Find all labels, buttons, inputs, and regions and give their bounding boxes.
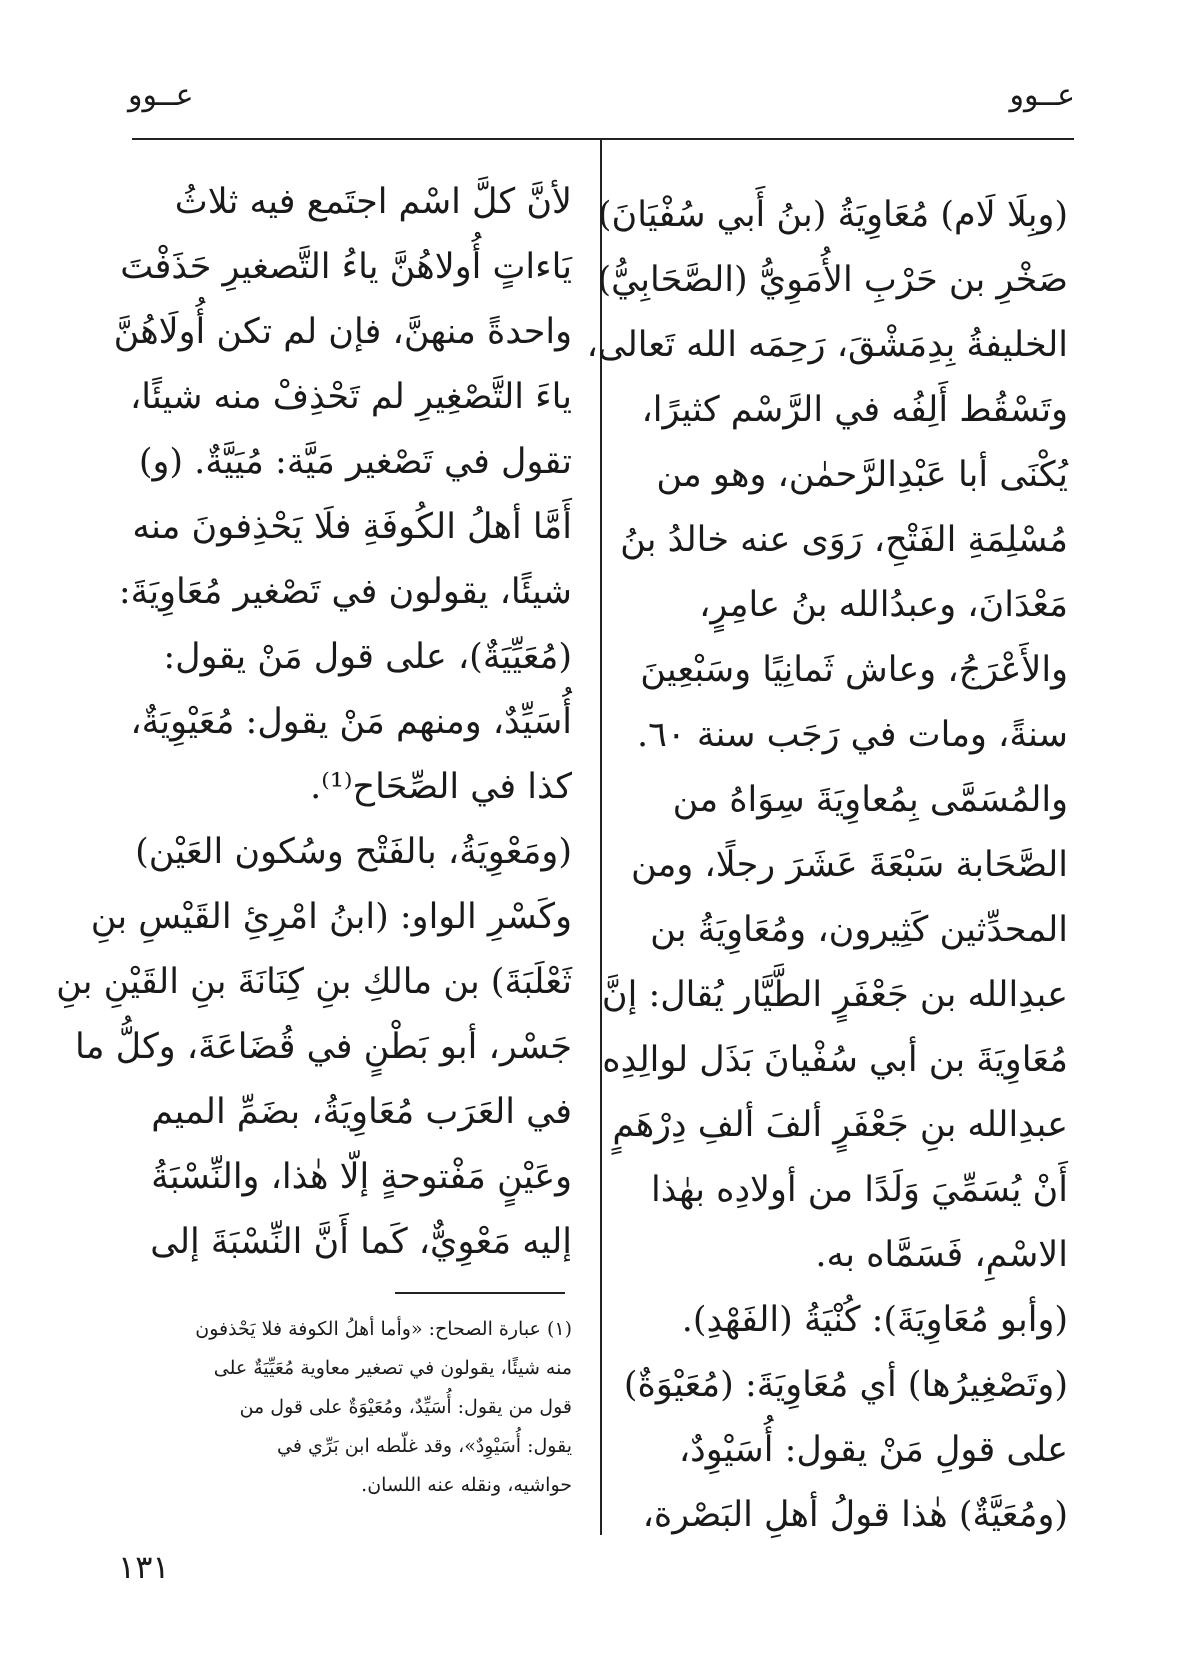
text-line: أَمَّا أهلُ الكُوفَةِ فلَا يَحْذِفونَ منه <box>132 507 572 547</box>
text-line: جَسْر، أبو بَطْنٍ في قُضَاعَةَ، وكلُّ ما <box>75 1027 572 1067</box>
text-line: والأَعْرَجُ، وعاش ثَمانِيًا وسَبْعِينَ <box>640 650 1068 690</box>
left-column <box>56 170 572 1275</box>
page-number: ١٣١ <box>118 1548 170 1586</box>
text-line: في العَرَب مُعَاوِيَةُ، بضَمِّ الميم <box>151 1092 572 1132</box>
text-line: ياءَ التَّصْغِيرِ لم تَحْذِفْ منه شيئًا، <box>130 377 572 417</box>
text-line: مَعْدَانَ، وعبدُالله بنُ عامِرٍ، <box>699 585 1068 625</box>
text-line: (وأبو مُعَاوِيَةَ): كُنْيَةُ (الفَهْدِ). <box>681 1300 1068 1340</box>
text-line: الصَّحَابة سَبْعَةَ عَشَرَ رجلًا، ومن <box>631 845 1068 885</box>
text-line: تقول في تَصْغير مَيَّة: مُيَيَّةٌ. (و) <box>138 442 572 482</box>
text-line: سنةً، ومات في رَجَب سنة ٦٠. <box>636 715 1068 755</box>
text-line: صَخْرِ بن حَرْبِ الأُمَوِيُّ (الصَّحَابِيُّ) <box>597 260 1068 300</box>
text-line: المحدِّثين كَثِيرون، ومُعَاوِيَةُ بن <box>650 910 1068 950</box>
text-line: مُسْلِمَةِ الفَتْحِ، رَوَى عنه خالدُ بنُ <box>620 520 1068 560</box>
footnote-line: منه شيئًا، يقولون في تصغير معاوية مُعَيِّيَةٌ على <box>213 1357 572 1379</box>
text-line: عبدِالله بن جَعْفَرٍ الطَّيَّار يُقال: إنَّ <box>601 975 1068 1015</box>
text-line: الاسْمِ، فَسَمَّاه به. <box>815 1235 1068 1275</box>
text-line: (وتَصْغِيرُها) أي مُعَاوِيَةَ: (مُعَيْوَةٌ) <box>623 1365 1068 1405</box>
text-line: أَنْ يُسَمِّيَ وَلَدًا من أولادِه بهٰذا <box>651 1170 1068 1210</box>
text-line: كذا في الصِّحَاح⁽¹⁾. <box>310 767 572 807</box>
footnote-rule <box>395 1292 565 1294</box>
right-column <box>586 183 1068 1548</box>
text-line: واحدةً منهنَّ، فإن لم تكن أُولَاهُنَّ <box>113 312 572 352</box>
text-line: (ومَعْوِيَةُ، بالفَتْح وسُكون العَيْن) <box>135 832 572 872</box>
text-line: (مُعَيِّيَةٌ)، على قول مَنْ يقول: <box>163 637 572 677</box>
text-line: عبدِالله بنِ جَعْفَرٍ ألفَ ألفِ دِرْهَمٍ <box>612 1105 1068 1145</box>
text-line: أُسَيِّدٌ، ومنهم مَنْ يقول: مُعَيْوِيَةٌ، <box>130 702 572 742</box>
running-header-right: عــوو <box>1009 78 1075 113</box>
header-rule <box>132 138 1074 140</box>
footnote-line: يقول: أُسَيْوِدٌ»، وقد غلّطه ابن بَرِّي في <box>277 1435 572 1457</box>
footnote-line: (١) عبارة الصحاح: «وأما أهلُ الكوفة فلا يَحْذفون <box>195 1318 572 1340</box>
text-line: وعَيْنٍ مَفْتوحةٍ إلّا هٰذا، والنِّسْبَةُ <box>151 1157 572 1197</box>
text-line: (وبِلَا لَام) مُعَاوِيَةُ (بنُ أَبي سُفْيَانَ) <box>597 195 1068 235</box>
text-line: مُعَاوِيَةَ بن أبي سُفْيانَ بَذَل لوالِدِه <box>602 1040 1068 1080</box>
text-line: وتَسْقُط أَلِفُه في الرَّسْم كثيرًا، <box>641 390 1068 430</box>
footnote <box>132 1310 572 1505</box>
text-line: إليه مَعْوِيٌّ، كَما أَنَّ النِّسْبَةَ إلى <box>150 1222 572 1262</box>
text-line: يُكْنَى أبا عَبْدِالرَّحمٰن، وهو من <box>656 455 1068 495</box>
text-line: شيئًا، يقولون في تَصْغير مُعَاوِيَةَ: <box>118 572 572 612</box>
text-line: الخليفةُ بِدِمَشْقَ، رَحِمَه الله تَعالى، <box>586 325 1068 365</box>
text-line: والمُسَمَّى بِمُعاوِيَةَ سِوَاهُ من <box>672 780 1068 820</box>
text-line: على قولِ مَنْ يقول: أُسَيْوِدٌ، <box>678 1430 1068 1470</box>
running-header-left: عــوو <box>128 78 194 113</box>
text-line: لأنَّ كلَّ اسْم اجتَمع فيه ثلاثُ <box>174 182 572 222</box>
text-line: وكَسْرِ الواو: (ابنُ امْرِئِ القَيْسِ بنِ <box>90 897 572 937</box>
footnote-line: قول من يقول: أُسَيِّدٌ، ومُعَيْوَةٌ على قول من <box>239 1396 572 1418</box>
text-line: ثَعْلَبَةَ) بن مالكِ بنِ كِنَانَةَ بنِ القَيْنِ بنِ <box>56 962 572 1002</box>
text-line: يَاءاتٍ أُولاهُنَّ ياءُ التَّصغيرِ حَذَفْتَ <box>120 247 572 287</box>
footnote-line: حواشيه، ونقله عنه اللسان. <box>361 1474 572 1496</box>
text-line: (ومُعَيَّةٌ) هٰذا قولُ أهلِ البَصْرة، <box>642 1495 1068 1535</box>
